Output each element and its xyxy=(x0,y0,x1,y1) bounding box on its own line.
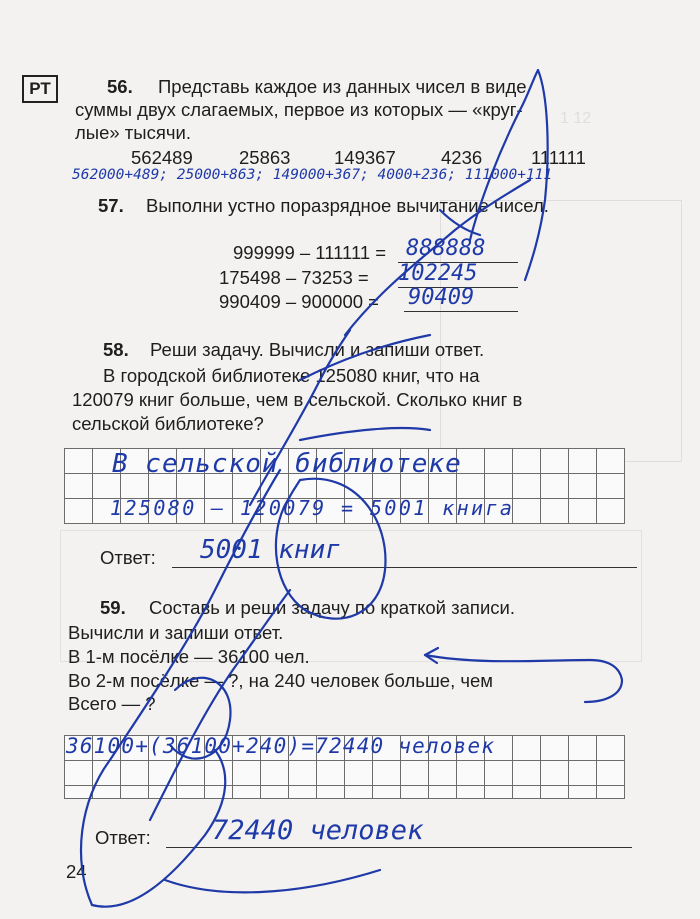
task-56-number-3: 149367 xyxy=(334,147,396,168)
task-57-number: 57. xyxy=(98,195,124,216)
task-57-title: Выполни устно поразрядное вычитание чисел. xyxy=(146,195,549,216)
task-59-title: Составь и реши задачу по краткой записи. xyxy=(149,597,515,618)
loop-stroke-lower xyxy=(92,750,225,907)
task-58-number: 58. xyxy=(103,339,129,360)
task-59-line-3: Во 2-м посёлке — ?, на 240 человек больше, чем xyxy=(68,670,494,691)
task-57-answer-1: 888888 xyxy=(406,236,486,261)
task-57-expr-1: 999999 – 111111 = xyxy=(233,242,387,263)
page-number: 24 xyxy=(66,861,87,882)
task-56-number-4: 4236 xyxy=(441,147,483,168)
task-56-line-1: Представь каждое из данных чисел в виде xyxy=(158,76,527,97)
task-56-handwritten-answer: 562000+489; 25000+863; 149000+367; 4000+236; 111000+111 xyxy=(72,167,553,183)
task-58-grid-text-2: 125080 – 120079 = 5001 книга xyxy=(110,496,515,520)
task-58-line-2: 120079 книг больше, чем в сельской. Сколько книг в xyxy=(72,389,523,410)
task-58-grid-text-1: В сельской библиотеке xyxy=(112,449,462,479)
task-56-line-2: суммы двух слагаемых, первое из которых — «круг- xyxy=(75,99,523,120)
upper-right-loop xyxy=(470,70,548,280)
stroke-task59 xyxy=(150,590,290,820)
task-57-answer-2: 102245 xyxy=(398,261,478,286)
diagonal-stroke xyxy=(300,335,430,380)
task-58-answer: 5001 книг xyxy=(200,535,341,565)
task-59-answer-label: Ответ: xyxy=(95,827,151,848)
task-59-line-1: Вычисли и запиши ответ. xyxy=(68,622,284,643)
task-56-line-3: лые» тысячи. xyxy=(75,122,191,143)
task-56-number-2: 25863 xyxy=(239,147,291,168)
task-57-expr-3: 990409 – 900000 = xyxy=(219,291,379,312)
task-59-number: 59. xyxy=(100,597,126,618)
loop-mid xyxy=(170,678,230,759)
task-59-line-4: Всего — ? xyxy=(68,693,156,714)
task-58-line-3: сельской библиотеке? xyxy=(72,413,264,434)
answer-underline-sweep xyxy=(165,870,380,892)
task-58-answer-label: Ответ: xyxy=(100,547,156,568)
task-56-number-1: 562489 xyxy=(131,147,193,168)
stroke-across-task-58 xyxy=(300,428,430,440)
workbook-badge: РТ xyxy=(22,75,58,103)
stroke-over-problem-58 xyxy=(250,330,350,505)
task-59-answer: 72440 человек xyxy=(212,815,424,846)
task-57-expr-2: 175498 – 73253 = xyxy=(219,267,369,288)
task-58-line-1: В городской библиотеке 125080 книг, что на xyxy=(103,365,480,386)
task-59-grid-text: 36100+(36100+240)=72440 человек xyxy=(66,734,496,758)
task-56-number-5: 111111 xyxy=(531,147,586,168)
stroke-over-problem-57 xyxy=(345,180,530,335)
task-56-number: 56. xyxy=(107,76,133,97)
big-stroke-lower-left xyxy=(81,470,280,905)
task-58-title: Реши задачу. Вычисли и запиши ответ. xyxy=(150,339,485,360)
show-through-text: 1 12 xyxy=(560,110,592,127)
task-57-answer-3: 90409 xyxy=(408,285,475,310)
task-59-line-2: В 1-м посёлке — 36100 чел. xyxy=(68,646,310,667)
circle-around-answer xyxy=(276,479,386,619)
arrow-shaft xyxy=(425,655,622,702)
